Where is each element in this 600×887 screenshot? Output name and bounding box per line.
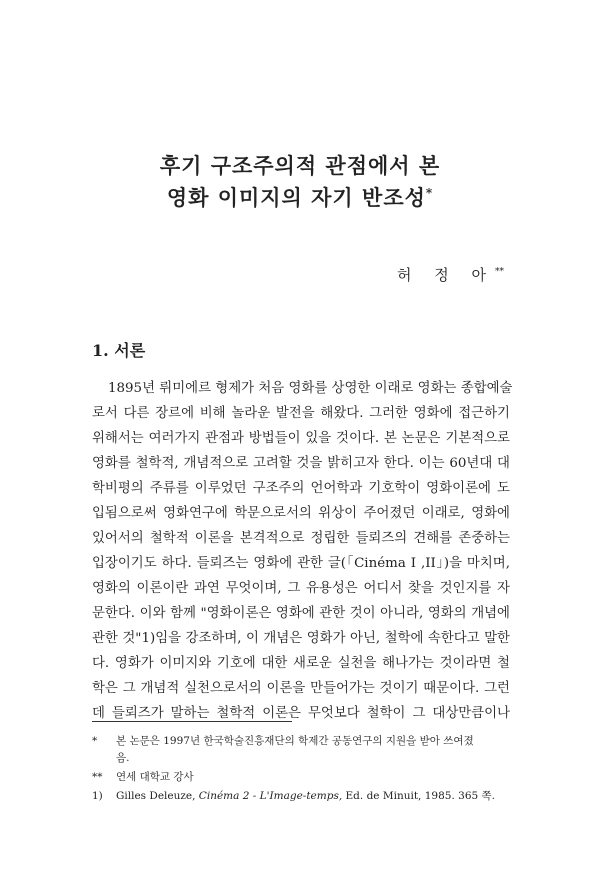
footnote-divider bbox=[92, 721, 292, 722]
title-text-1: 후기 구조주의적 관점에서 본 bbox=[159, 153, 441, 178]
footnote-text: 연세 대학교 강사 bbox=[116, 771, 194, 783]
footnote-mark: ** bbox=[92, 771, 103, 783]
body-line: 입됨으로써 영화연구에 학문으로서의 위상이 주어졌던 이래로, 영화에 bbox=[92, 506, 510, 521]
footnote-mark: * bbox=[92, 735, 98, 747]
body-line: 위해서는 여러가지 관점과 방법들이 있을 것이다. 본 논문은 기본적으로 bbox=[92, 431, 510, 446]
body-line: 영화를 철학적, 개념적으로 고려할 것을 밝히고자 한다. 이는 60년대 대 bbox=[92, 456, 510, 471]
title-line-1 bbox=[0, 150, 600, 180]
citation-publisher: Ed. de Minuit, 1985. 365 쪽. bbox=[345, 790, 495, 802]
author-footnote-marker: ** bbox=[495, 267, 504, 277]
body-line: 있어서의 철학적 이론을 본격적으로 정립한 들뢰즈의 견해를 존중하는 bbox=[92, 531, 510, 546]
body-line: 영화의 이론이란 과연 무엇이며, 그 유용성은 어디서 찾을 것인지를 자 bbox=[92, 581, 510, 596]
title-text-2: 영화 이미지의 자기 반조성 bbox=[166, 185, 426, 210]
body-line: 데 들뢰즈가 말하는 철학적 이론은 무엇보다 철학이 그 대상만큼이나 bbox=[92, 706, 510, 721]
body-line: 관한 것"1)임을 강조하며, 이 개념은 영화가 아닌, 철학에 속한다고 말한 bbox=[92, 631, 510, 646]
body-line: 다. 영화가 이미지와 기호에 대한 새로운 실천을 해나가는 것이라면 철 bbox=[92, 656, 510, 671]
body-line: 로서 다른 장르에 비해 놀라운 발전을 해왔다. 그러한 영화에 접근하기 bbox=[92, 406, 510, 421]
footnote-citation bbox=[116, 789, 495, 803]
title-line-2 bbox=[0, 182, 600, 212]
author-name: 허 정 아 bbox=[396, 266, 495, 284]
body-line: 학은 그 개념적 실천으로서의 이론을 만들어가는 것이기 때문이다. 그런 bbox=[92, 681, 510, 696]
body-line: 학비평의 주류를 이루었던 구조주의 언어학과 기호학이 영화이론에 도 bbox=[92, 481, 510, 496]
body-line: 입장이기도 하다. 들뢰즈는 영화에 관한 글(「Cinéma I ,II」)을 마치며, bbox=[92, 556, 510, 571]
body-line: 문한다. 이와 함께 "영화이론은 영화에 관한 것이 아니라, 영화의 개념에 bbox=[92, 606, 510, 621]
footnote-text-continued: 음. bbox=[116, 752, 130, 764]
footnote-text: 본 논문은 1997년 한국학술진흥재단의 학제간 공동연구의 지원을 받아 쓰여졌 bbox=[116, 735, 474, 747]
title-footnote-marker: * bbox=[425, 186, 434, 200]
section-heading: 1. 서론 bbox=[92, 341, 146, 360]
citation-author: Gilles Deleuze, bbox=[116, 790, 196, 802]
body-line: 1895년 뤼미에르 형제가 처음 영화를 상영한 이래로 영화는 종합예술 bbox=[108, 381, 513, 396]
citation-work: Cinéma 2 - L'Image-temps, bbox=[198, 790, 343, 802]
footnote-mark: 1) bbox=[92, 790, 103, 802]
author-line bbox=[397, 264, 504, 285]
